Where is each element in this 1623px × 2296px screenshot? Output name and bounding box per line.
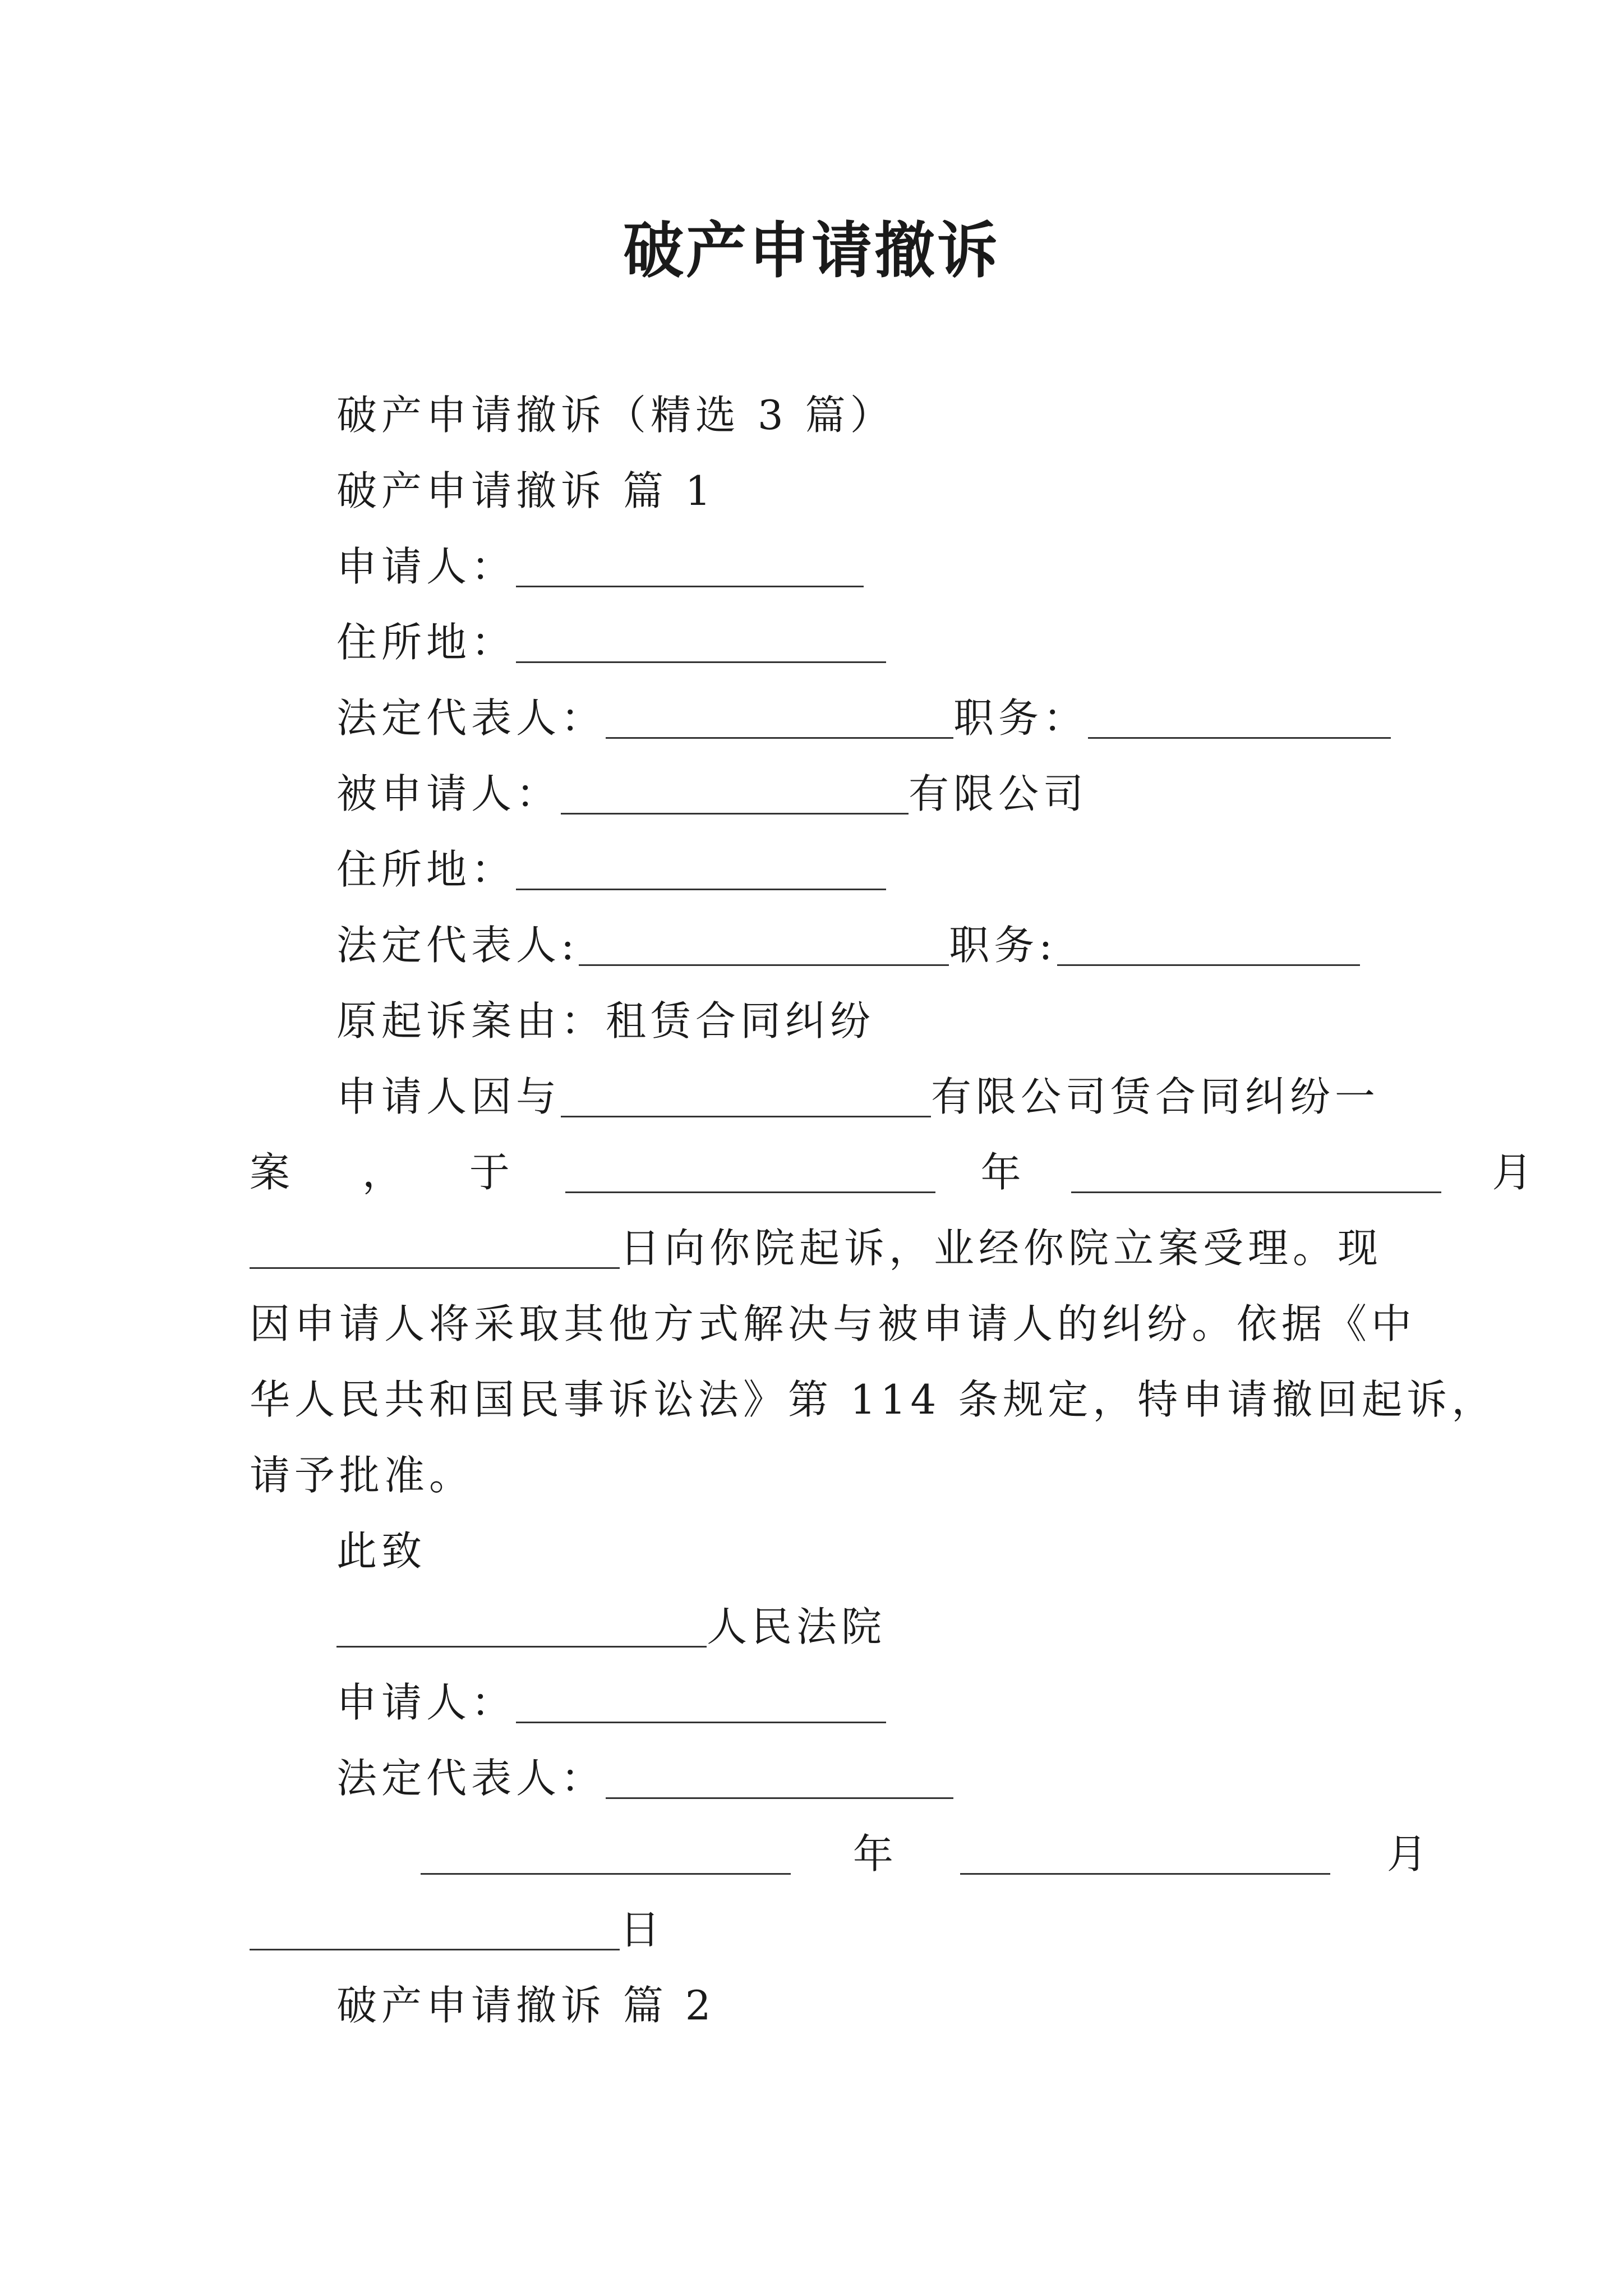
sign-applicant-line [336, 1674, 886, 1731]
subtitle: 破产申请撤诉（精选 3 篇） [336, 392, 895, 439]
address2-line [336, 841, 886, 898]
body-line-4: 因申请人将采取其他方式解决与被申请人的纠纷。依据《中 [250, 1300, 1417, 1347]
position-label: 职务： [953, 694, 1089, 742]
sign-day-blank[interactable] [250, 1910, 620, 1950]
body-line-6: 请予批准。 [250, 1452, 474, 1499]
sign-day-label: 日 [620, 1906, 665, 1953]
position2-blank[interactable] [1057, 925, 1360, 966]
address2-blank[interactable] [516, 849, 886, 890]
position-blank[interactable] [1088, 698, 1391, 739]
sign-date-line [421, 1826, 1432, 1882]
body-line-5: 华人民共和国民事诉讼法》第 114 条规定，特申请撤回起诉， [250, 1376, 1497, 1423]
year-label: 年 [980, 1149, 1026, 1196]
address-line [336, 614, 886, 670]
body-line-3 [250, 1220, 1382, 1276]
month-label: 月 [1492, 1149, 1537, 1196]
body-text-2: 有限公司赁合同纠纷一 [931, 1073, 1380, 1120]
sign-applicant-label: 申请人： [336, 1679, 517, 1726]
applicant-line [336, 539, 864, 595]
company-name-blank[interactable] [561, 1076, 931, 1117]
sign-legal-rep-label: 法定代表人： [336, 1755, 606, 1802]
salutation: 此致 [336, 1527, 427, 1575]
legal-rep-line [336, 690, 1391, 746]
address2-label: 住所地： [336, 846, 517, 893]
sign-month-label: 月 [1386, 1830, 1432, 1878]
body-text-3: 案 [250, 1149, 295, 1196]
legal-rep-label: 法定代表人： [336, 694, 606, 742]
year-blank[interactable] [565, 1152, 935, 1193]
day-blank[interactable] [250, 1228, 620, 1269]
respondent-blank[interactable] [561, 774, 909, 815]
body-line-2 [250, 1144, 1537, 1200]
cause-line: 原起诉案由：租赁合同纠纷 [336, 997, 875, 1045]
sign-applicant-blank[interactable] [516, 1682, 886, 1723]
sign-year-blank[interactable] [421, 1834, 791, 1875]
legal-rep-blank[interactable] [606, 698, 953, 739]
document-title: 破产申请撤诉 [623, 216, 1000, 286]
sign-legal-rep-blank[interactable] [606, 1758, 953, 1799]
body-comma: ， [362, 1149, 407, 1196]
sign-year-label: 年 [852, 1830, 898, 1878]
court-line [336, 1599, 886, 1655]
respondent-line [336, 766, 1088, 822]
section-heading-1: 破产申请撤诉 篇 1 [336, 467, 716, 514]
month-blank[interactable] [1071, 1152, 1441, 1193]
body-text-4: 日向你院起诉，业经你院立案受理。现 [620, 1225, 1383, 1272]
address-blank[interactable] [516, 622, 886, 663]
body-line-1 [336, 1069, 1380, 1125]
position2-label: 职务: [949, 922, 1057, 969]
address-label: 住所地： [336, 619, 517, 666]
court-blank[interactable] [336, 1607, 707, 1648]
sign-legal-rep-line [336, 1750, 953, 1806]
legal-rep2-line [336, 917, 1360, 973]
applicant-label: 申请人： [336, 543, 517, 590]
sign-month-blank[interactable] [960, 1834, 1330, 1875]
applicant-blank[interactable] [516, 546, 864, 587]
section-heading-2: 破产申请撤诉 篇 2 [336, 1982, 716, 2029]
body-yu: 于 [469, 1149, 514, 1196]
court-label: 人民法院 [707, 1603, 887, 1650]
sign-day-line [250, 1902, 665, 1958]
legal-rep2-blank[interactable] [579, 925, 949, 966]
legal-rep2-label: 法定代表人: [336, 922, 579, 969]
company-suffix: 有限公司 [909, 770, 1089, 817]
respondent-label: 被申请人： [336, 770, 561, 817]
body-text-1: 申请人因与 [336, 1073, 561, 1120]
